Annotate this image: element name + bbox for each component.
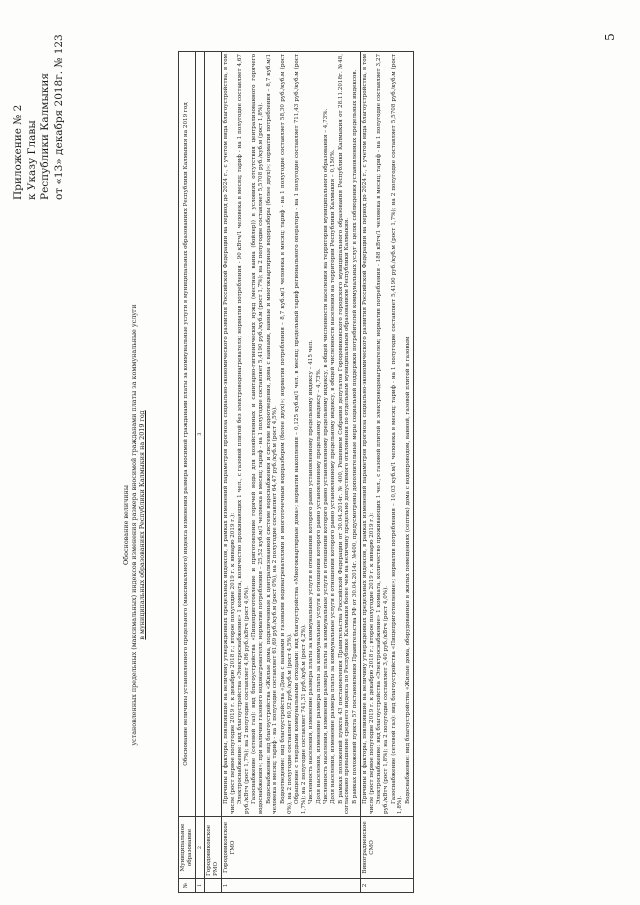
index-cell: 3	[195, 52, 205, 817]
region-empty-cell	[205, 52, 222, 817]
header-num: №	[179, 879, 196, 893]
paragraph: Водоснабжение: вид благоустройства «Жилые дома, оборудованные в жилых помещениях (септик) дома с водопроводом, ванной, газовой плитой и газовым	[404, 336, 411, 804]
title-line: в муниципальных образованиях Республики Калмыкия на 2019 год	[138, 410, 146, 640]
paragraph: Причины и факторы, повлиявшие на величину утвержденных предельных индексов, в рамках изменений параметров прогноза социально-экономического развития Российской Федерации на период до 2024 г., с учетом вида благоустройства, в том числе (рост первое полугодие 2019 г. к декабрю 2018 г.; второе полугодие 2019 г. к январю 2019 г.):	[362, 54, 376, 814]
region-empty-cell	[205, 879, 222, 893]
table-header-row	[179, 52, 196, 893]
appendix-line: Приложение № 2	[12, 104, 24, 200]
title-line: установленных предельных (максимальных) индексов изменения размера вносимой гражданами платы за коммунальные услуги	[130, 304, 138, 746]
paragraph: Электроснабжение: вид благоустройства «Электроснабжение» 1 комната, количество проживающих 1 чел., с газовой плитой без электроводонагревателя; норматив потребления - 90 кВтч/1 человека в месяц; тариф - на 1 полугодие составляет 4,67 руб./кВтч (рост 1,7%); на 2 полугодие составляет 4,86 руб./кВтч (рост 4,0%).	[237, 54, 250, 814]
paragraph: Газоснабжение (сетевой газ): вид благоустройства «Пищеприготовление»; норматив потребления – 10,03 куб.м/1 человека в месяц; тариф - на 1 полугодие составляет 5,4190 руб./куб.м (рост 1,7%); на 2 полугодие составляет 5,5708 руб./куб.м (рост 1,8%).	[390, 54, 404, 814]
row-number: 1	[221, 879, 360, 893]
region-name: Городовиковское РМО	[205, 817, 222, 879]
paragraph: Обращение с твердыми коммунальными отходами: вид благоустройства «Многоквартирные дома»; норматив накопления – 0,125 куб.м/1 чел. в месяц; предельный тариф регионального оператора - на 1 полугодие составляет 711,43 руб./куб.м (рост 1,7%); на 2 полугодие составляет 741,31 руб./куб.м (рост 4,2%).	[293, 54, 307, 814]
document-title	[122, 245, 146, 805]
table-row	[221, 52, 360, 893]
header-municipality: Муниципальное образование	[179, 817, 196, 879]
paragraph: Электроснабжение: вид благоустройства «Электроснабжение» 1 комната, количество проживающих 1 чел., с газовой плитой и электроводонагревателем; норматив потребления - 188 кВтч/1 человека в месяц; тариф - на 1 полугодие составляет 3,27 руб./кВтч (рост 1,8%); на 2 полугодие составляет 3,40 руб./кВтч (рост 4,0%).	[376, 54, 390, 814]
title-line: Обоснование величины	[122, 485, 130, 565]
appendix-block	[12, 15, 66, 200]
paragraph: В рамках положений пункта 43 постановления Правительства Российской Федерации от 30.04.2014г. № 400, Решением Собрания депутатов Городовиковского городского муниципального образования Республики Калмыкия от 28.11.2018г. №48, согласовано превышение среднего индекса по Республике Калмыкия более чем на величину предельно допустимого отклонения по отдельным муниципальным образованиям Республики Калмыкия.	[337, 54, 351, 814]
row-municipality: Виноградненское СМО	[361, 817, 414, 879]
appendix-line: к Указу Главы	[25, 120, 38, 200]
appendix-line: от «13» декабря 2018г. № 123	[52, 34, 65, 200]
paragraph: Численность населения, изменение размера платы за коммунальные услуги в отношении которого равно установленному предельному индексу – 415 чел.	[308, 339, 315, 804]
paragraph: Газоснабжение (сетевой газ): вид благоустройства «Пищеприготовление и приготовление горячей воды для хозяйственных и санитарно-гигиенических нужд (местная ванна (бойлер)) в условиях отсутствия централизованного горячего водоснабжения»; при наличии газового водонагревателя; норматив потребления – 25,52 куб.м/1 человека в месяц; тариф - на 1 полугодие составляет 5,4190 руб./куб.м (рост 1,7%); на 2 полугодие составляет 5,5708 руб./куб.м (рост 1,8%).	[251, 54, 265, 814]
page-number: 5	[603, 33, 618, 41]
table-row	[361, 52, 414, 893]
justification-table	[178, 51, 414, 893]
index-cell: I	[195, 879, 205, 893]
table-index-row	[195, 52, 205, 893]
appendix-line: Республики Калмыкия	[39, 73, 51, 200]
paragraph: Водоотведение: вид благоустройства «Дома с ваннами и газовыми водонагревателями и многоточечным водоразбором (более двух)»; норматив потребления – 8,7 куб.м/1 человека в месяц; тариф - на 1 полугодие составляет 58,30 руб./куб.м (рост 0%), на 2 полугодие составляет 60,92 руб./куб.м (рост 4,5%).	[279, 54, 293, 814]
row-municipality: Городовиковское ГМО	[221, 817, 360, 879]
header-justification: Обоснование величины установленного предельного (максимального) индекса изменения размера вносимой гражданами платы за коммунальные услуги в муниципальных образованиях Республики Калмыкия на 2019 год	[179, 52, 196, 817]
index-cell: 2	[195, 817, 205, 879]
paragraph: В рамках положений пункта 57 постановления Правительства РФ от 30.04.2014г. №400, предусмотрены дополнительные меры социальной поддержки потребителей коммунальных услуг в целях соблюдения установленных предельных индексов.	[351, 69, 358, 804]
paragraph: Причины и факторы, повлиявшие на величину утвержденных предельных индексов, в рамках изменений параметров прогноза социально-экономического развития Российской Федерации на период до 2024 г., с учетом вида благоустройства, в том числе (рост первое полугодие 2019 г. к декабрю 2018 г.; второе полугодие 2019 г. к январю 2019 г.):	[222, 54, 236, 814]
row-justification	[221, 52, 360, 817]
paragraph: Доля населения, изменение размера платы за коммунальные услуги в отношении которого равно установленному предельному индексу – 4,73%.	[315, 368, 322, 804]
table-region-row	[205, 52, 222, 893]
row-justification	[361, 52, 414, 817]
row-number: 2	[361, 879, 414, 893]
paragraph: Доля населения, изменение размера платы за коммунальные услуги в отношении которого равно установленному предельному индексу, в общей численности населения на территории Республики Калмыкия – 0,150%.	[330, 149, 337, 804]
paragraph: Численность населения, изменение размера платы за коммунальные услуги в отношении которого равно установленному предельному индексу, в общей численности населения на территории муниципального образования – 4,73%.	[322, 108, 329, 804]
paragraph: Водоснабжение: вид благоустройства «Жилые дома, подключенные к централизованной системе водоснабжения и системе водоотведения, дома с ваннами, ванные и многоквартирные водоразборы (более двух)»; норматив потребления – 8,7 куб.м/1 человека в месяц; тариф - на 1 полугодие составляет 61,69 руб./куб.м (рост 0%), на 2 полугодие составляет 64,47 руб./куб.м (рост 4,5%).	[265, 54, 279, 814]
